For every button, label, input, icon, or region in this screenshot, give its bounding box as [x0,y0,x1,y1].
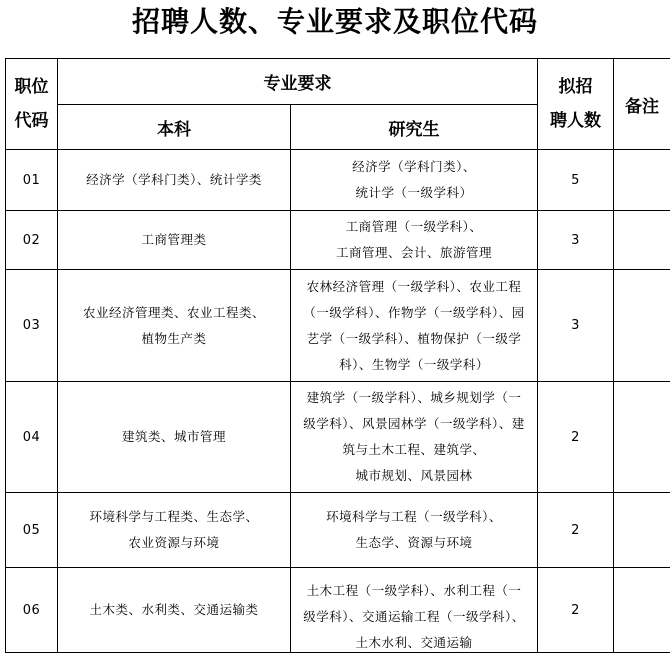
undergrad-major [58,382,291,493]
grad-major-line: 建筑学（一级学科）、城乡规划学（一 [291,385,537,411]
undergrad-major-line: 经济学（学科门类）、统计学类 [58,167,290,193]
header-code-line2: 代码 [6,104,57,138]
remark-cell [614,493,670,568]
grad-major-line: 经济学（学科门类）、 [291,154,537,180]
header-code-line1: 职位 [6,70,57,104]
undergrad-major-line: 工商管理类 [58,227,290,253]
grad-major [291,270,538,382]
planned-count: 2 [538,493,614,568]
planned-count: 3 [538,211,614,270]
grad-major-line: 艺学（一级学科）、植物保护（一级学 [291,326,537,352]
grad-major [291,150,538,211]
position-code: 06 [6,568,58,653]
grad-major-line: 土木工程（一级学科）、水利工程（一 [291,578,537,604]
recruitment-table [5,58,670,653]
undergrad-major-line: 土木类、水利类、交通运输类 [58,597,290,623]
undergrad-major-line: 农业资源与环境 [58,530,290,556]
table-row [6,270,670,382]
position-code: 05 [6,493,58,568]
table-row [6,382,670,493]
undergrad-major-line: 农业经济管理类、农业工程类、 [58,300,290,326]
header-grad: 研究生 [291,105,538,150]
remark-cell [614,150,670,211]
undergrad-major-line: 植物生产类 [58,326,290,352]
position-code: 01 [6,150,58,211]
page-title: 招聘人数、专业要求及职位代码 [0,4,670,40]
undergrad-major [58,493,291,568]
remark-cell [614,270,670,382]
position-code: 04 [6,382,58,493]
planned-count: 2 [538,382,614,493]
grad-major-line: 级学科）、交通运输工程（一级学科）、 [291,604,537,630]
grad-major-line: 土木水利、交通运输 [291,630,537,652]
table-row [6,493,670,568]
header-major-requirements: 专业要求 [58,59,538,105]
undergrad-major [58,211,291,270]
grad-major-line: 城市规划、风景园林 [291,463,537,489]
grad-major-line: 环境科学与工程（一级学科）、 [291,504,537,530]
undergrad-major-line: 建筑类、城市管理 [58,424,290,450]
header-count-line1: 拟招 [538,70,613,104]
grad-major-line: （一级学科）、作物学（一级学科）、园 [291,300,537,326]
header-position-code [6,59,58,150]
grad-major-line: 农林经济管理（一级学科）、农业工程 [291,274,537,300]
planned-count: 3 [538,270,614,382]
grad-major-line: 工商管理（一级学科）、 [291,214,537,240]
grad-major-line: 生态学、资源与环境 [291,530,537,556]
position-code: 03 [6,270,58,382]
header-count-line2: 聘人数 [538,104,613,138]
table-row [6,568,670,653]
undergrad-major-line: 环境科学与工程类、生态学、 [58,504,290,530]
grad-major-line: 科）、生物学（一级学科） [291,352,537,378]
planned-count: 2 [538,568,614,653]
grad-major-line: 统计学（一级学科） [291,180,537,206]
remark-cell [614,568,670,653]
undergrad-major [58,150,291,211]
grad-major-line: 筑与土木工程、建筑学、 [291,437,537,463]
planned-count: 5 [538,150,614,211]
grad-major [291,493,538,568]
grad-major [291,568,538,653]
table-row [6,150,670,211]
remark-cell [614,211,670,270]
grad-major-clip [291,568,537,652]
header-remarks: 备注 [614,59,670,150]
table-row [6,211,670,270]
grad-major-line: 工商管理、会计、旅游管理 [291,240,537,266]
grad-major [291,382,538,493]
remark-cell [614,382,670,493]
header-planned-count [538,59,614,150]
header-row-1 [6,59,670,105]
undergrad-major [58,270,291,382]
undergrad-major [58,568,291,653]
grad-major [291,211,538,270]
grad-major-line: 级学科）、风景园林学（一级学科）、建 [291,411,537,437]
position-code: 02 [6,211,58,270]
header-undergrad: 本科 [58,105,291,150]
